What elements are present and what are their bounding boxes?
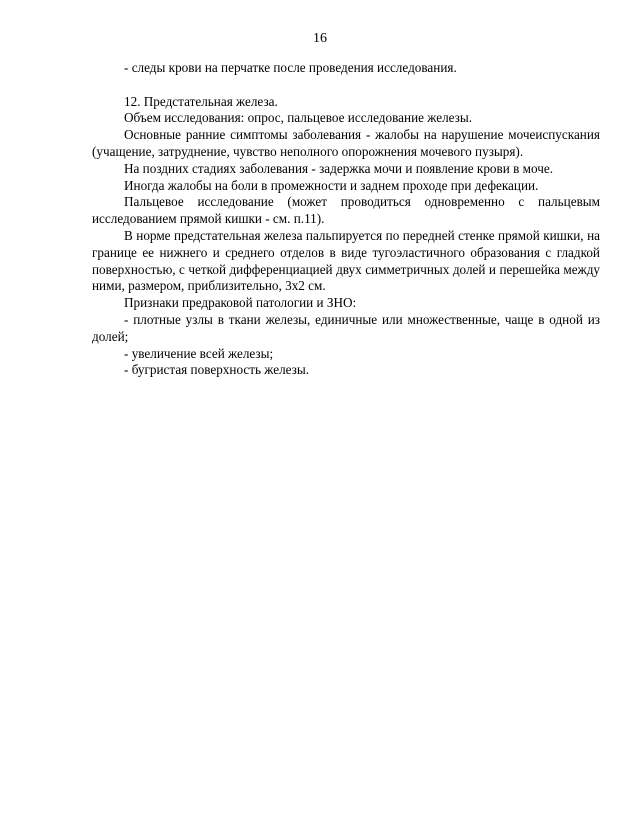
- bullet-dense-nodes: - плотные узлы в ткани железы, единичные или множественные, чаще в одной из долей;: [92, 311, 600, 344]
- bullet-gland-enlargement: - увеличение всей железы;: [124, 345, 274, 361]
- bullet-blood-on-glove: - следы крови на перчатке после проведения исследования.: [124, 60, 457, 75]
- paragraph-early-symptoms: Основные ранние симптомы заболевания - жалобы на нарушение мочеиспускания (учащение, затруднение, чувство неполного опорожнения мочевого пузыря).: [92, 127, 600, 159]
- paragraph-late-stages: На поздних стадиях заболевания - задержка мочи и появление крови в моче.: [124, 160, 553, 176]
- bullet-bumpy-surface: - бугристая поверхность железы.: [124, 362, 310, 378]
- paragraph-digital-exam: Пальцевое исследование (может проводиться одновременно с пальцевым исследованием прямой кишки - см. п.11).: [92, 194, 600, 227]
- paragraph-spacer: [92, 77, 600, 94]
- paragraph-scope: Объем исследования: опрос, пальцевое исследование железы.: [124, 110, 473, 126]
- paragraph-signs-heading: Признаки предраковой патологии и ЗНО:: [124, 295, 357, 311]
- section-heading-prostate: 12. Предстательная железа.: [124, 93, 278, 109]
- page-number: 16: [313, 31, 327, 46]
- document-body: [92, 60, 600, 379]
- paragraph-normal-findings: В норме предстательная железа пальпируется по передней стенке прямой кишки, на границе ее нижнего и среднего отделов в виде тугоэластичного образования с гладкой поверхностью, с четкой дифференциацией двух симметричных долей и перешейка между ними, размером, приблизительно, 3х2 см.: [92, 227, 600, 294]
- paragraph-pain-complaints: Иногда жалобы на боли в промежности и заднем проходе при дефекации.: [124, 177, 539, 193]
